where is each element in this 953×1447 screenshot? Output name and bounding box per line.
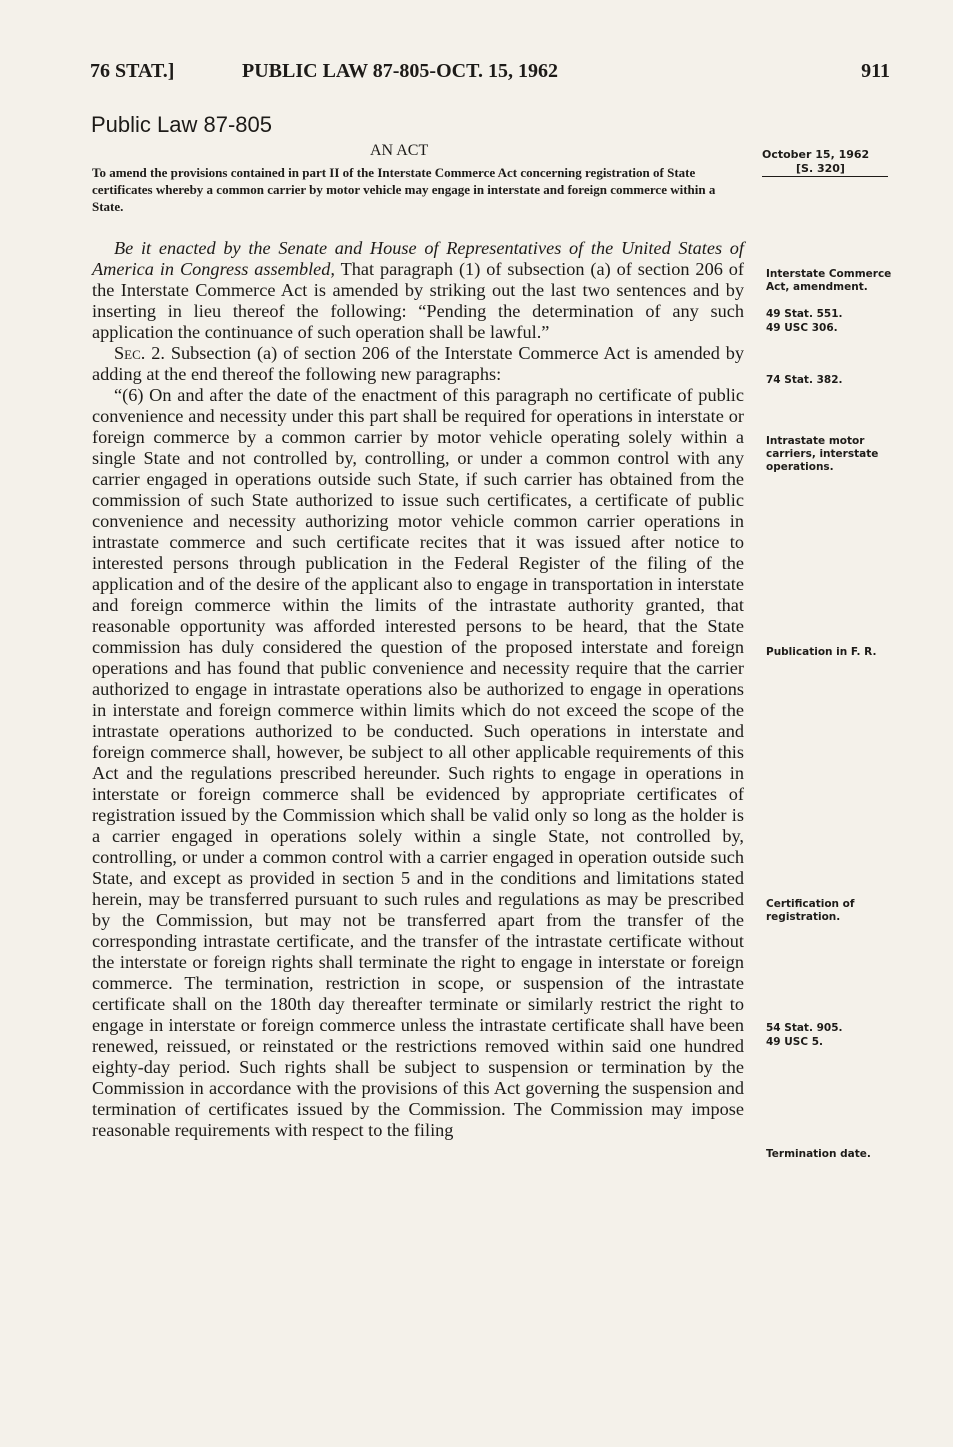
running-header <box>90 60 890 90</box>
paragraph-6: “(6) On and after the date of the enactment of this paragraph no certificate of public convenience and necessity under this part shall be required for operations in interstate or foreign commerce by a common carrier by motor vehicle operating solely within a single State and not controlled by, controlling, or under a common control with any carrier engaged in operations outside such State, if such carrier has obtained from the commission of such State authorized to issue such certificates, a certificate of public convenience and necessity authorizing motor vehicle common carrier operations in intrastate commerce and such certificate recites that it was issued after notice to interested persons through publication in the Federal Register of the filing of the application and of the desire of the applicant also to engage in transportation in interstate and foreign commerce within the limits of the intrastate authority granted, that reasonable opportunity was afforded interested persons to be heard, that the State commission has duly considered the question of the proposed interstate and foreign operations and has found that public convenience and necessity require that the carrier authorized to engage in intrastate operations also be authorized to engage in operations in interstate and foreign commerce within limits which do not exceed the scope of the intrastate operations authorized to be conducted. Such operations in interstate and foreign commerce shall, however, be subject to all other applicable requirements of this Act and the regulations prescribed hereunder. Such rights to engage in operations in interstate or foreign commerce shall be evidenced by appropriate certificates of registration issued by the Commission which shall be valid only so long as the holder is a carrier engaged in operations solely within a single State, not controlled by, controlling, or under a common control with a carrier engaged in operation outside such State, and except as provided in section 5 and in the conditions and limitations stated herein, may be transferred pursuant to such rules and regulations as may be prescribed by the Commission, but may not be transferred apart from the transfer of the corresponding intrastate certificate, and the transfer of the intrastate certificate without the interstate or foreign rights shall terminate the right to engage in interstate or foreign commerce. The termination, restriction in scope, or suspension of the intrastate certificate shall on the 180th day thereafter terminate or similarly restrict the right to engage in interstate or foreign commerce unless the intrastate certificate shall have been renewed, reissued, or reinstated or the restrictions removed within said one hundred eighty-day period. Such rights shall be subject to suspension or termination by the Commission in accordance with the provisions of this Act governing the suspension and termination of certificates issued by the Commission. The Commission may impose reasonable requirements with respect to the filing <box>92 385 744 1140</box>
act-heading: AN ACT <box>370 142 429 159</box>
law-number: Public Law 87-805 <box>91 112 273 137</box>
approval-date: October 15, 1962 <box>762 148 870 161</box>
page-number: 911 <box>861 60 890 82</box>
margin-note-ica-amendment: Interstate Commerce Act, amendment. <box>766 268 892 293</box>
act-body <box>92 238 744 1141</box>
section-1-text: That paragraph (1) of subsection (a) of section 206 of the Interstate Commerce Act is amended by striking out the last two sentences and by inserting in lieu thereof the following: “Pending the determination of any such application the continuance of such operation shall be lawful.” <box>92 259 744 342</box>
margin-date <box>762 148 892 177</box>
running-title: PUBLIC LAW 87-805-OCT. 15, 1962 <box>242 60 558 82</box>
section-2-text: Subsection (a) of section 206 of the Interstate Commerce Act is amended by adding at the end thereof the following new paragraphs: <box>92 343 744 384</box>
enacting-clause: Be it enacted by the Senate and House of Representatives of the United States of America in Congress assembled, <box>92 238 744 279</box>
margin-note-certification: Certification of registration. <box>766 898 855 923</box>
margin-note-intrastate-carriers: Intrastate motor carriers, interstate operations. <box>766 435 879 473</box>
bill-number: [S. 320] <box>762 162 888 177</box>
margin-note-termination: Termination date. <box>766 1148 871 1160</box>
act-purpose: To amend the provisions contained in part II of the Interstate Commerce Act concerning registration of State certificates whereby a common carrier by motor vehicle may engage in interstate and foreign commerce within a State. <box>92 165 716 214</box>
margin-note-54-stat-905: 54 Stat. 905. <box>766 1022 843 1034</box>
margin-note-49-usc-306: 49 USC 306. <box>766 322 838 334</box>
margin-note-49-usc-5: 49 USC 5. <box>766 1036 824 1048</box>
section-2 <box>92 343 744 385</box>
volume-reference: 76 STAT.] <box>90 60 175 82</box>
margin-note-49-stat-551: 49 Stat. 551. <box>766 308 843 320</box>
section-1 <box>92 238 744 343</box>
margin-note-74-stat-382: 74 Stat. 382. <box>766 374 843 386</box>
margin-note-publication-fr: Publication in F. R. <box>766 646 877 658</box>
section-2-label: Sec. 2. <box>114 343 165 363</box>
